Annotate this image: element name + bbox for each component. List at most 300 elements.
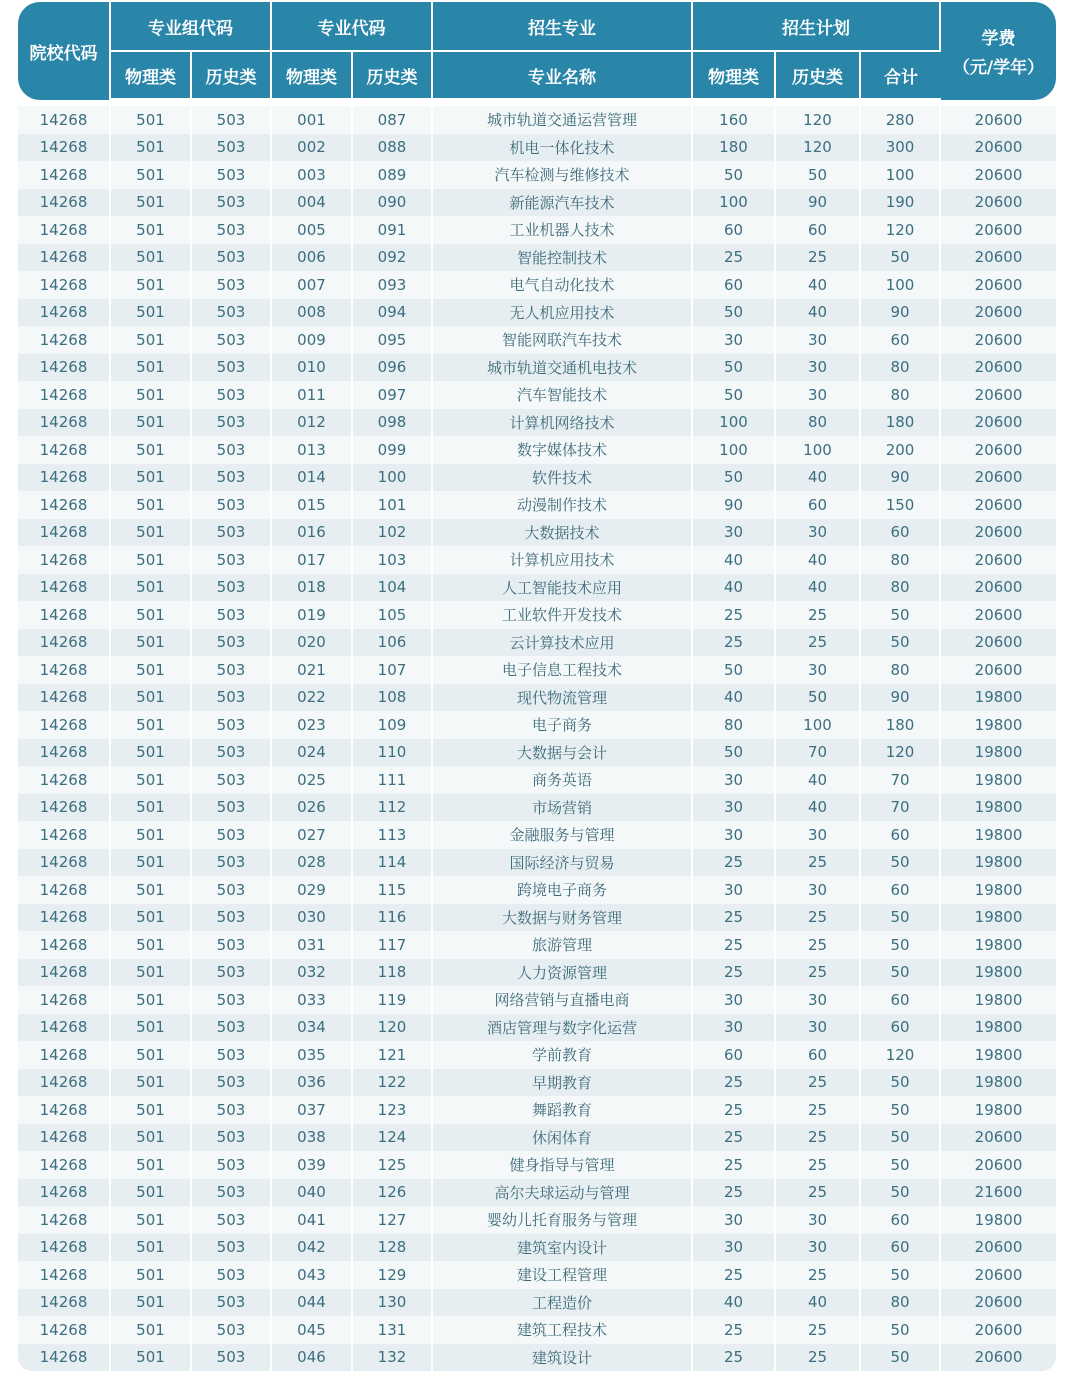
cell-code-history: 114 [353,849,433,877]
cell-group-physics: 501 [111,794,192,822]
cell-school-code: 14268 [18,326,111,354]
cell-group-physics: 501 [111,1014,192,1042]
cell-code-history: 089 [353,161,433,189]
cell-plan-history: 80 [776,409,861,437]
cell-plan-physics: 50 [693,299,776,327]
cell-plan-physics: 40 [693,574,776,602]
cell-code-history: 116 [353,904,433,932]
cell-plan-total: 50 [861,601,941,629]
cell-code-history: 094 [353,299,433,327]
cell-plan-physics: 30 [693,766,776,794]
cell-plan-history: 30 [776,519,861,547]
cell-code-physics: 007 [272,271,353,299]
table-row [18,684,1056,712]
cell-plan-total: 80 [861,656,941,684]
cell-plan-total: 100 [861,271,941,299]
cell-major-name: 城市轨道交通运营管理 [433,106,693,134]
cell-plan-history: 40 [776,464,861,492]
cell-school-code: 14268 [18,1261,111,1289]
cell-group-physics: 501 [111,216,192,244]
cell-plan-total: 50 [861,931,941,959]
cell-school-code: 14268 [18,1041,111,1069]
cell-major-name: 休闲体育 [433,1124,693,1152]
cell-code-history: 098 [353,409,433,437]
cell-school-code: 14268 [18,1289,111,1317]
cell-group-history: 503 [192,1206,272,1234]
cell-code-physics: 022 [272,684,353,712]
cell-plan-history: 40 [776,299,861,327]
cell-major-name: 跨境电子商务 [433,876,693,904]
cell-fee: 20600 [941,244,1056,272]
cell-code-history: 111 [353,766,433,794]
cell-plan-total: 120 [861,1041,941,1069]
cell-plan-history: 30 [776,986,861,1014]
cell-code-physics: 011 [272,381,353,409]
cell-code-history: 103 [353,546,433,574]
cell-plan-physics: 25 [693,1344,776,1372]
cell-plan-physics: 25 [693,959,776,987]
table-row [18,1289,1056,1317]
cell-school-code: 14268 [18,629,111,657]
cell-major-name: 国际经济与贸易 [433,849,693,877]
cell-group-physics: 501 [111,491,192,519]
cell-school-code: 14268 [18,491,111,519]
cell-major-name: 建筑设计 [433,1344,693,1372]
cell-code-physics: 042 [272,1234,353,1262]
table-row [18,546,1056,574]
cell-group-history: 503 [192,684,272,712]
cell-fee: 19800 [941,931,1056,959]
table-row [18,464,1056,492]
cell-code-history: 131 [353,1316,433,1344]
cell-group-physics: 501 [111,1344,192,1372]
cell-plan-physics: 25 [693,629,776,657]
cell-plan-total: 50 [861,244,941,272]
cell-major-name: 计算机网络技术 [433,409,693,437]
cell-major-name: 金融服务与管理 [433,821,693,849]
cell-major-name: 电气自动化技术 [433,271,693,299]
cell-plan-total: 300 [861,134,941,162]
cell-code-history: 104 [353,574,433,602]
cell-plan-history: 25 [776,601,861,629]
cell-major-name: 市场营销 [433,794,693,822]
cell-plan-history: 60 [776,216,861,244]
table-row [18,574,1056,602]
cell-plan-total: 50 [861,1179,941,1207]
cell-fee: 20600 [941,519,1056,547]
cell-major-name: 城市轨道交通机电技术 [433,354,693,382]
cell-code-physics: 024 [272,739,353,767]
cell-school-code: 14268 [18,271,111,299]
cell-plan-total: 60 [861,876,941,904]
cell-major-name: 大数据技术 [433,519,693,547]
cell-plan-physics: 25 [693,1316,776,1344]
cell-group-physics: 501 [111,1234,192,1262]
cell-group-physics: 501 [111,574,192,602]
cell-major-name: 无人机应用技术 [433,299,693,327]
cell-fee: 19800 [941,821,1056,849]
cell-code-history: 106 [353,629,433,657]
cell-plan-history: 40 [776,271,861,299]
cell-plan-total: 50 [861,849,941,877]
table-row [18,409,1056,437]
cell-code-physics: 012 [272,409,353,437]
cell-group-history: 503 [192,216,272,244]
cell-group-history: 503 [192,1316,272,1344]
table-row [18,1124,1056,1152]
cell-code-history: 108 [353,684,433,712]
cell-major-name: 建筑室内设计 [433,1234,693,1262]
cell-group-physics: 501 [111,766,192,794]
table-row [18,519,1056,547]
cell-group-physics: 501 [111,711,192,739]
cell-plan-physics: 100 [693,436,776,464]
cell-plan-total: 180 [861,711,941,739]
cell-fee: 19800 [941,1096,1056,1124]
header-major-code: 专业代码 [272,2,433,52]
cell-major-name: 早期教育 [433,1069,693,1097]
cell-school-code: 14268 [18,519,111,547]
cell-code-history: 090 [353,189,433,217]
cell-fee: 20600 [941,354,1056,382]
table-row [18,1151,1056,1179]
cell-group-history: 503 [192,766,272,794]
cell-plan-physics: 25 [693,1124,776,1152]
cell-code-history: 095 [353,326,433,354]
header-major: 招生专业 [433,2,693,52]
cell-school-code: 14268 [18,959,111,987]
cell-group-history: 503 [192,491,272,519]
cell-plan-total: 60 [861,821,941,849]
cell-code-history: 112 [353,794,433,822]
cell-plan-history: 40 [776,546,861,574]
cell-school-code: 14268 [18,849,111,877]
table-row [18,216,1056,244]
cell-major-name: 网络营销与直播电商 [433,986,693,1014]
cell-fee: 19800 [941,1014,1056,1042]
cell-code-history: 119 [353,986,433,1014]
cell-fee: 20600 [941,409,1056,437]
cell-group-history: 503 [192,904,272,932]
cell-group-history: 503 [192,1234,272,1262]
cell-school-code: 14268 [18,739,111,767]
cell-plan-physics: 50 [693,656,776,684]
table-row [18,794,1056,822]
cell-plan-history: 30 [776,1014,861,1042]
header-plan-total: 合计 [861,52,941,100]
cell-major-name: 计算机应用技术 [433,546,693,574]
cell-plan-physics: 30 [693,1234,776,1262]
cell-code-history: 092 [353,244,433,272]
header-plan: 招生计划 [693,2,941,52]
cell-code-history: 118 [353,959,433,987]
cell-school-code: 14268 [18,1069,111,1097]
cell-code-physics: 046 [272,1344,353,1372]
cell-code-physics: 040 [272,1179,353,1207]
cell-code-physics: 032 [272,959,353,987]
cell-plan-history: 30 [776,381,861,409]
cell-group-physics: 501 [111,739,192,767]
cell-fee: 20600 [941,574,1056,602]
cell-school-code: 14268 [18,821,111,849]
cell-code-history: 126 [353,1179,433,1207]
cell-fee: 19800 [941,986,1056,1014]
cell-school-code: 14268 [18,1234,111,1262]
cell-fee: 20600 [941,271,1056,299]
cell-school-code: 14268 [18,409,111,437]
cell-school-code: 14268 [18,656,111,684]
cell-group-history: 503 [192,629,272,657]
cell-group-history: 503 [192,821,272,849]
cell-plan-physics: 180 [693,134,776,162]
cell-school-code: 14268 [18,986,111,1014]
cell-plan-total: 50 [861,1096,941,1124]
cell-major-name: 人力资源管理 [433,959,693,987]
cell-school-code: 14268 [18,1096,111,1124]
cell-code-physics: 029 [272,876,353,904]
cell-fee: 20600 [941,216,1056,244]
cell-group-physics: 501 [111,1096,192,1124]
table-row [18,106,1056,134]
cell-group-physics: 501 [111,1124,192,1152]
cell-plan-physics: 50 [693,354,776,382]
cell-group-history: 503 [192,876,272,904]
cell-plan-history: 25 [776,629,861,657]
cell-major-name: 工业软件开发技术 [433,601,693,629]
cell-plan-history: 30 [776,1206,861,1234]
cell-group-physics: 501 [111,381,192,409]
cell-school-code: 14268 [18,464,111,492]
cell-code-history: 088 [353,134,433,162]
cell-code-history: 129 [353,1261,433,1289]
cell-code-history: 120 [353,1014,433,1042]
cell-group-physics: 501 [111,1151,192,1179]
cell-group-history: 503 [192,189,272,217]
cell-group-history: 503 [192,931,272,959]
table-row [18,766,1056,794]
cell-plan-total: 80 [861,574,941,602]
cell-plan-total: 280 [861,106,941,134]
cell-code-history: 099 [353,436,433,464]
table-row [18,1179,1056,1207]
table-row [18,1014,1056,1042]
cell-code-physics: 033 [272,986,353,1014]
cell-fee: 20600 [941,326,1056,354]
cell-plan-history: 25 [776,1179,861,1207]
cell-fee: 20600 [941,1261,1056,1289]
table-row [18,1316,1056,1344]
table-row [18,821,1056,849]
table-row [18,849,1056,877]
cell-code-physics: 003 [272,161,353,189]
cell-fee: 19800 [941,904,1056,932]
cell-plan-physics: 50 [693,464,776,492]
cell-major-name: 工程造价 [433,1289,693,1317]
cell-plan-history: 120 [776,106,861,134]
cell-school-code: 14268 [18,1344,111,1372]
cell-group-physics: 501 [111,244,192,272]
cell-plan-physics: 25 [693,1261,776,1289]
cell-code-history: 097 [353,381,433,409]
cell-fee: 19800 [941,711,1056,739]
cell-plan-physics: 40 [693,1289,776,1317]
cell-major-name: 汽车检测与维修技术 [433,161,693,189]
cell-code-physics: 036 [272,1069,353,1097]
cell-plan-history: 60 [776,491,861,519]
cell-plan-physics: 30 [693,1014,776,1042]
cell-plan-physics: 25 [693,1151,776,1179]
cell-code-physics: 014 [272,464,353,492]
cell-group-history: 503 [192,1179,272,1207]
cell-plan-history: 40 [776,1289,861,1317]
cell-group-history: 503 [192,326,272,354]
cell-fee: 19800 [941,849,1056,877]
header-group-history: 历史类 [192,52,272,100]
table-row [18,326,1056,354]
cell-plan-physics: 160 [693,106,776,134]
cell-code-physics: 035 [272,1041,353,1069]
cell-school-code: 14268 [18,574,111,602]
cell-school-code: 14268 [18,601,111,629]
cell-code-physics: 026 [272,794,353,822]
cell-plan-total: 90 [861,684,941,712]
cell-plan-history: 30 [776,326,861,354]
cell-plan-total: 50 [861,1316,941,1344]
cell-fee: 19800 [941,684,1056,712]
cell-group-physics: 501 [111,436,192,464]
cell-plan-total: 60 [861,986,941,1014]
cell-plan-total: 190 [861,189,941,217]
cell-group-physics: 501 [111,849,192,877]
cell-code-physics: 001 [272,106,353,134]
table-row [18,656,1056,684]
cell-group-history: 503 [192,354,272,382]
cell-fee: 19800 [941,766,1056,794]
cell-plan-physics: 60 [693,1041,776,1069]
cell-major-name: 大数据与财务管理 [433,904,693,932]
cell-code-physics: 045 [272,1316,353,1344]
cell-plan-total: 60 [861,1014,941,1042]
cell-major-name: 建筑工程技术 [433,1316,693,1344]
cell-code-physics: 044 [272,1289,353,1317]
cell-code-physics: 028 [272,849,353,877]
cell-plan-physics: 40 [693,684,776,712]
cell-major-name: 云计算技术应用 [433,629,693,657]
cell-plan-history: 30 [776,1234,861,1262]
table-row [18,1261,1056,1289]
cell-code-history: 100 [353,464,433,492]
cell-code-history: 122 [353,1069,433,1097]
table-row [18,1344,1056,1372]
cell-group-history: 503 [192,381,272,409]
cell-plan-total: 90 [861,299,941,327]
cell-fee: 20600 [941,464,1056,492]
cell-plan-history: 100 [776,436,861,464]
cell-plan-total: 80 [861,381,941,409]
cell-code-history: 113 [353,821,433,849]
cell-group-physics: 501 [111,986,192,1014]
cell-code-physics: 013 [272,436,353,464]
cell-code-history: 102 [353,519,433,547]
cell-school-code: 14268 [18,381,111,409]
cell-code-history: 105 [353,601,433,629]
cell-fee: 20600 [941,1289,1056,1317]
cell-plan-total: 50 [861,1261,941,1289]
cell-major-name: 酒店管理与数字化运营 [433,1014,693,1042]
cell-fee: 20600 [941,161,1056,189]
cell-code-history: 117 [353,931,433,959]
cell-code-physics: 021 [272,656,353,684]
header-fee-line2: （元/学年） [952,58,1045,78]
header-major-name: 专业名称 [433,52,693,100]
cell-plan-history: 30 [776,821,861,849]
cell-school-code: 14268 [18,1179,111,1207]
cell-plan-total: 70 [861,794,941,822]
cell-school-code: 14268 [18,794,111,822]
cell-school-code: 14268 [18,766,111,794]
cell-plan-total: 50 [861,959,941,987]
cell-code-physics: 020 [272,629,353,657]
cell-plan-physics: 80 [693,711,776,739]
header-code-history: 历史类 [353,52,433,100]
cell-code-physics: 015 [272,491,353,519]
cell-plan-physics: 25 [693,931,776,959]
cell-plan-history: 25 [776,959,861,987]
table-row [18,904,1056,932]
cell-fee: 20600 [941,491,1056,519]
cell-fee: 20600 [941,381,1056,409]
cell-plan-physics: 50 [693,161,776,189]
cell-plan-physics: 25 [693,1069,776,1097]
cell-plan-physics: 30 [693,876,776,904]
cell-plan-physics: 25 [693,849,776,877]
cell-code-physics: 037 [272,1096,353,1124]
cell-group-history: 503 [192,1344,272,1372]
cell-group-physics: 501 [111,326,192,354]
cell-group-physics: 501 [111,1179,192,1207]
cell-plan-total: 150 [861,491,941,519]
table-row [18,134,1056,162]
cell-major-name: 舞蹈教育 [433,1096,693,1124]
cell-plan-history: 25 [776,1124,861,1152]
header-fee [941,2,1056,100]
cell-plan-history: 40 [776,794,861,822]
cell-fee: 19800 [941,1069,1056,1097]
cell-school-code: 14268 [18,1151,111,1179]
cell-plan-history: 40 [776,766,861,794]
cell-plan-total: 100 [861,161,941,189]
cell-fee: 20600 [941,106,1056,134]
cell-plan-history: 25 [776,1261,861,1289]
cell-code-history: 115 [353,876,433,904]
cell-fee: 20600 [941,1316,1056,1344]
cell-code-history: 087 [353,106,433,134]
cell-code-history: 091 [353,216,433,244]
cell-school-code: 14268 [18,161,111,189]
cell-code-history: 124 [353,1124,433,1152]
cell-plan-physics: 50 [693,381,776,409]
cell-group-physics: 501 [111,1261,192,1289]
cell-plan-history: 25 [776,1151,861,1179]
cell-plan-total: 50 [861,1344,941,1372]
cell-group-history: 503 [192,1069,272,1097]
cell-group-history: 503 [192,1261,272,1289]
cell-group-physics: 501 [111,519,192,547]
cell-group-history: 503 [192,574,272,602]
cell-group-physics: 501 [111,1289,192,1317]
table-body [18,100,1056,1371]
cell-group-history: 503 [192,959,272,987]
